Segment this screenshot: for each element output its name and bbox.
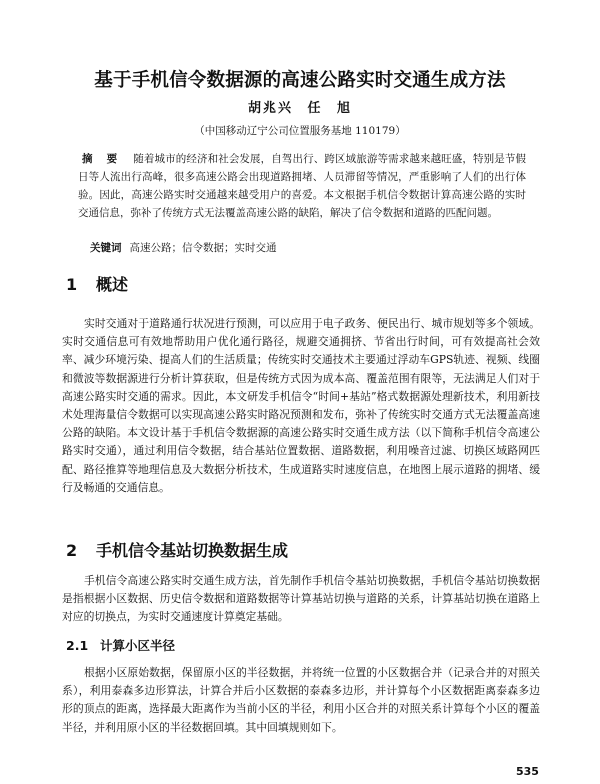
page-number: 535 (516, 765, 539, 778)
section-heading-1 (66, 272, 128, 295)
keywords (90, 240, 530, 255)
subsection-heading-2-1 (66, 636, 175, 654)
paper-title: 基于手机信令数据源的高速公路实时交通生成方法 (94, 70, 506, 91)
subsection-number: 2.1 (66, 638, 89, 653)
section-number: 1 (66, 275, 78, 294)
section-title: 概述 (96, 275, 129, 294)
subsection-title: 计算小区半径 (100, 638, 176, 653)
section-heading-2 (66, 538, 288, 561)
section-2-paragraph: 手机信令高速公路实时交通生成方法，首先制作手机信令基站切换数据，手机信令基站切换数据是指根据小区数据、历史信令数据和道路数据等计算基站切换与道路的关系，计算基站切换在道路上对应的切换点，为实时交通速度计算奠定基础。 (62, 574, 540, 624)
subsection-2-1-paragraph: 根据小区原始数据，保留原小区的半径数据，并将统一位置的小区数据合并（记录合并的对照关系），利用泰森多边形算法，计算合并后小区数据的泰森多边形，并计算每个小区数据距离泰森多边形的顶点的距离，选择最大距离作为当前小区的半径，利用小区合并的对照关系计算每个小区的覆盖半径，并利用原小区的半径数据回填。其中回填规则如下。 (62, 666, 540, 734)
section-1-paragraph: 实时交通对于道路通行状况进行预测，可以应用于电子政务、便民出行、城市规划等多个领域。实时交通信息可有效地帮助用户优化通行路径，规避交通拥挤、节省出行时间，可有效提高社会效率、减少环境污染、提高人们的生活质量；传统实时交通技术主要通过浮动车GPS轨迹、视频、线圈和微波等数据源进行分析计算获取，但是传统方式因为成本高、覆盖范围有限等，无法满足人们对于高速公路实时交通的需求。因此，本文研发手机信令“时间+基站”格式数据源处理新技术，利用新技术处理海量信令数据可以实现高速公路实时路况预测和发布，弥补了传统实时交通方式无法覆盖高速公路的缺陷。本文设计基于手机信令数据源的高速公路实时交通生成方法（以下简称手机信令高速公路实时交通），通过利用信令数据，结合基站位置数据、道路数据，利用噪音过滤、切换区域路网匹配、路径推算等地理信息及大数据分析技术，生成道路实时速度信息，在地图上展示道路的拥堵、缓行及畅通的交通信息。 (62, 317, 540, 494)
abstract (78, 150, 526, 222)
section-title: 手机信令基站切换数据生成 (96, 541, 289, 560)
abstract-label: 摘要 (82, 153, 132, 165)
keywords-label: 关键词 (90, 242, 122, 254)
abstract-text: 随着城市的经济和社会发展，自驾出行、跨区域旅游等需求越来越旺盛，特别是节假日等人流出行高峰，很多高速公路会出现道路拥堵、人员滞留等情况，严重影响了人们的出行体验。因此，高速公路实时交通越来越受用户的喜爱。本文根据手机信令数据计算高速公路的实时交通信息，弥补了传统方式无法覆盖高速公路的缺陷，解决了信令数据和道路的匹配问题。 (78, 153, 527, 219)
paper-authors: 胡兆兴 任 旭 (247, 101, 353, 116)
paper-affiliation: （中国移动辽宁公司位置服务基地 110179） (194, 125, 406, 137)
section-number: 2 (66, 541, 78, 560)
keywords-text: 高速公路；信令数据；实时交通 (129, 242, 277, 254)
